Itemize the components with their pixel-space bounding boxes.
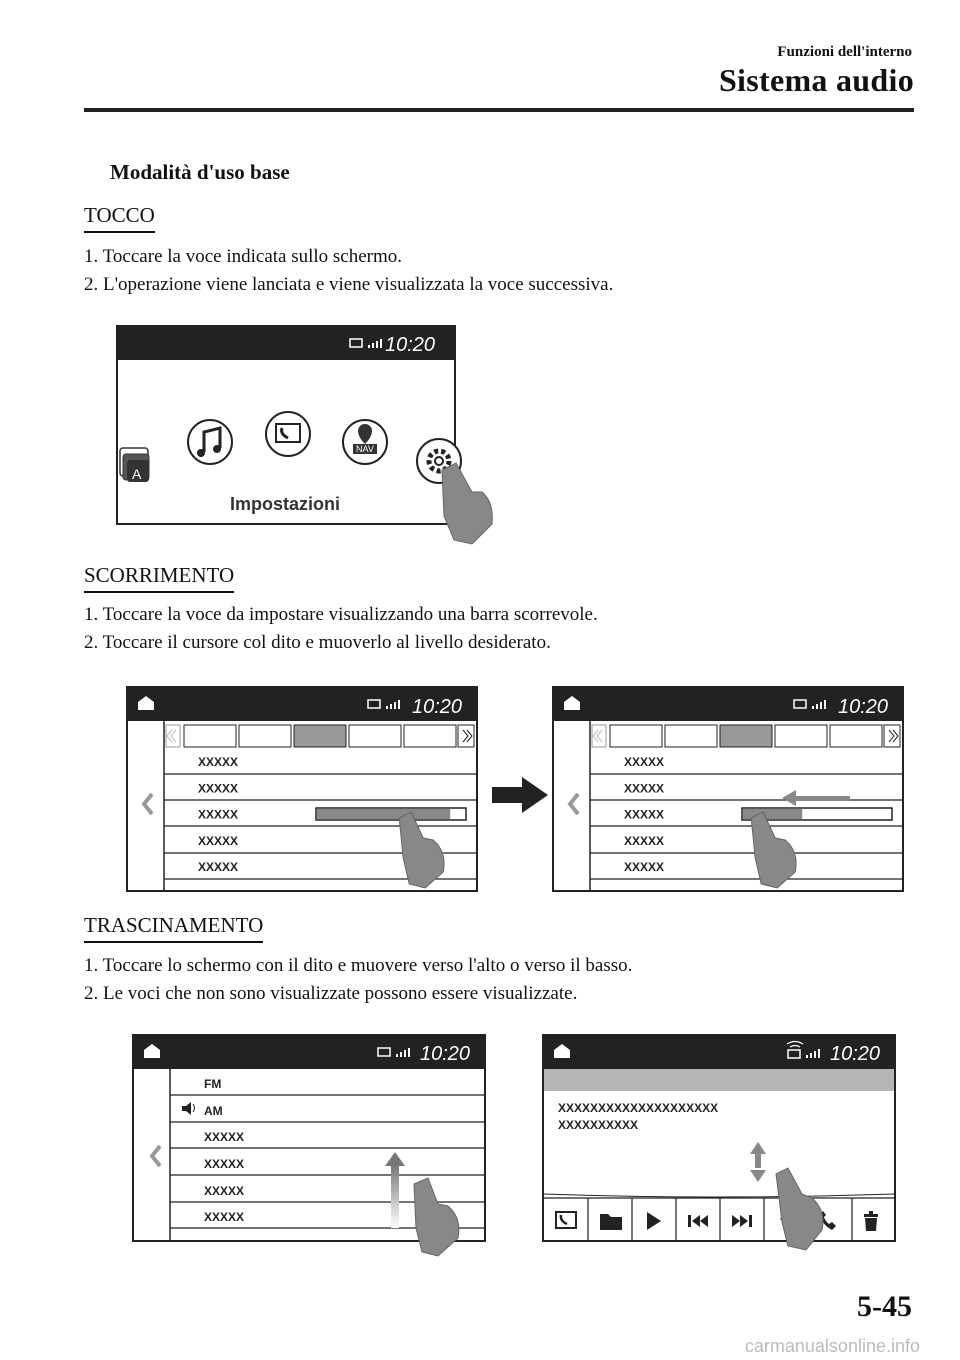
list-item: FM xyxy=(204,1077,222,1091)
tab-1 xyxy=(610,725,662,747)
trascinamento-step-2: 2. Le voci che non sono visualizzate possono essere visualizzate. xyxy=(84,983,578,1004)
drag-message-screen xyxy=(542,1034,898,1258)
clock: 10:20 xyxy=(385,334,436,356)
list-item: XXXXX xyxy=(204,1130,245,1144)
tab-2 xyxy=(665,725,717,747)
message-line-2: XXXXXXXXXX xyxy=(558,1118,639,1132)
header-section: Funzioni dell'interno xyxy=(777,44,912,60)
list-item: XXXXX xyxy=(198,807,239,822)
list-item: XXXXX xyxy=(204,1157,245,1171)
tab-5 xyxy=(404,725,456,747)
arrow-left-trail xyxy=(794,796,850,801)
signal-bar xyxy=(394,702,396,709)
scorrimento-step-2: 2. Toccare il cursore col dito e muoverlo al livello desiderato. xyxy=(84,632,551,653)
clock: 10:20 xyxy=(412,696,463,718)
svg-text:NAV: NAV xyxy=(356,444,374,454)
signal-bar xyxy=(812,706,814,709)
clock: 10:20 xyxy=(838,696,889,718)
tocco-heading: TOCCO xyxy=(84,203,155,233)
signal-bar xyxy=(824,700,826,709)
message-header xyxy=(544,1069,894,1091)
apps-icon xyxy=(120,448,149,482)
tab-2 xyxy=(239,725,291,747)
list-item: XXXXX xyxy=(198,755,239,769)
signal-bar xyxy=(386,706,388,709)
drag-trail xyxy=(391,1164,399,1228)
svg-text:A: A xyxy=(132,466,142,482)
list-item: XXXXX xyxy=(624,807,665,822)
list-item: AM xyxy=(204,1104,223,1118)
tab-4 xyxy=(349,725,401,747)
tab-5 xyxy=(830,725,882,747)
message-line-1: XXXXXXXXXXXXXXXXXXXX xyxy=(558,1101,719,1115)
tab-3 xyxy=(294,725,346,747)
tab-1 xyxy=(184,725,236,747)
list-item: XXXXX xyxy=(198,833,239,848)
scorrimento-step-1: 1. Toccare la voce da impostare visualizzando una barra scorrevole. xyxy=(84,604,598,625)
scroll-screen-before xyxy=(126,686,486,896)
trascinamento-step-1: 1. Toccare lo schermo con il dito e muovere verso l'alto o verso il basso. xyxy=(84,955,633,976)
drag-list-screen xyxy=(132,1034,488,1258)
tab-scroll-left xyxy=(166,725,180,747)
arrow-right-icon xyxy=(490,775,550,815)
list-item: XXXXX xyxy=(204,1210,245,1224)
list-item: XXXXX xyxy=(198,860,239,875)
signal-bar xyxy=(390,704,392,709)
scroll-screen-after xyxy=(552,686,912,896)
tab-3 xyxy=(720,725,772,747)
list-item: XXXXX xyxy=(198,781,239,796)
list-item: XXXXX xyxy=(624,833,665,848)
trascinamento-heading: TRASCINAMENTO xyxy=(84,913,263,943)
list-item: XXXXX xyxy=(624,755,665,769)
list-item: XXXXX xyxy=(624,781,665,796)
clock: 10:20 xyxy=(830,1043,881,1065)
music-icon xyxy=(188,420,232,464)
signal-bar xyxy=(820,702,822,709)
tab-scroll-left xyxy=(592,725,606,747)
signal-bar xyxy=(816,704,818,709)
nav-icon xyxy=(343,420,387,464)
tocco-step-2: 2. L'operazione viene lanciata e viene visualizzata la voce successiva. xyxy=(84,274,614,295)
clock: 10:20 xyxy=(420,1043,471,1065)
list-item: XXXXX xyxy=(204,1184,245,1198)
watermark: carmanualsonline.info xyxy=(744,1336,920,1356)
trash-icon xyxy=(864,1211,878,1231)
tab-4 xyxy=(775,725,827,747)
header-rule xyxy=(84,108,914,112)
list-item: XXXXX xyxy=(624,860,665,875)
phone-icon xyxy=(266,412,310,456)
header-title: Sistema audio xyxy=(718,62,914,98)
signal-bar xyxy=(398,700,400,709)
scorrimento-heading: SCORRIMENTO xyxy=(84,563,234,593)
finger-icon xyxy=(442,463,492,544)
tocco-screen xyxy=(110,320,500,550)
settings-label: Impostazioni xyxy=(230,494,341,514)
page-number: 5-45 xyxy=(857,1290,912,1323)
slider-fill xyxy=(317,809,450,819)
tocco-step-1: 1. Toccare la voce indicata sullo schermo. xyxy=(84,246,403,267)
section-heading: Modalità d'uso base xyxy=(110,160,290,184)
